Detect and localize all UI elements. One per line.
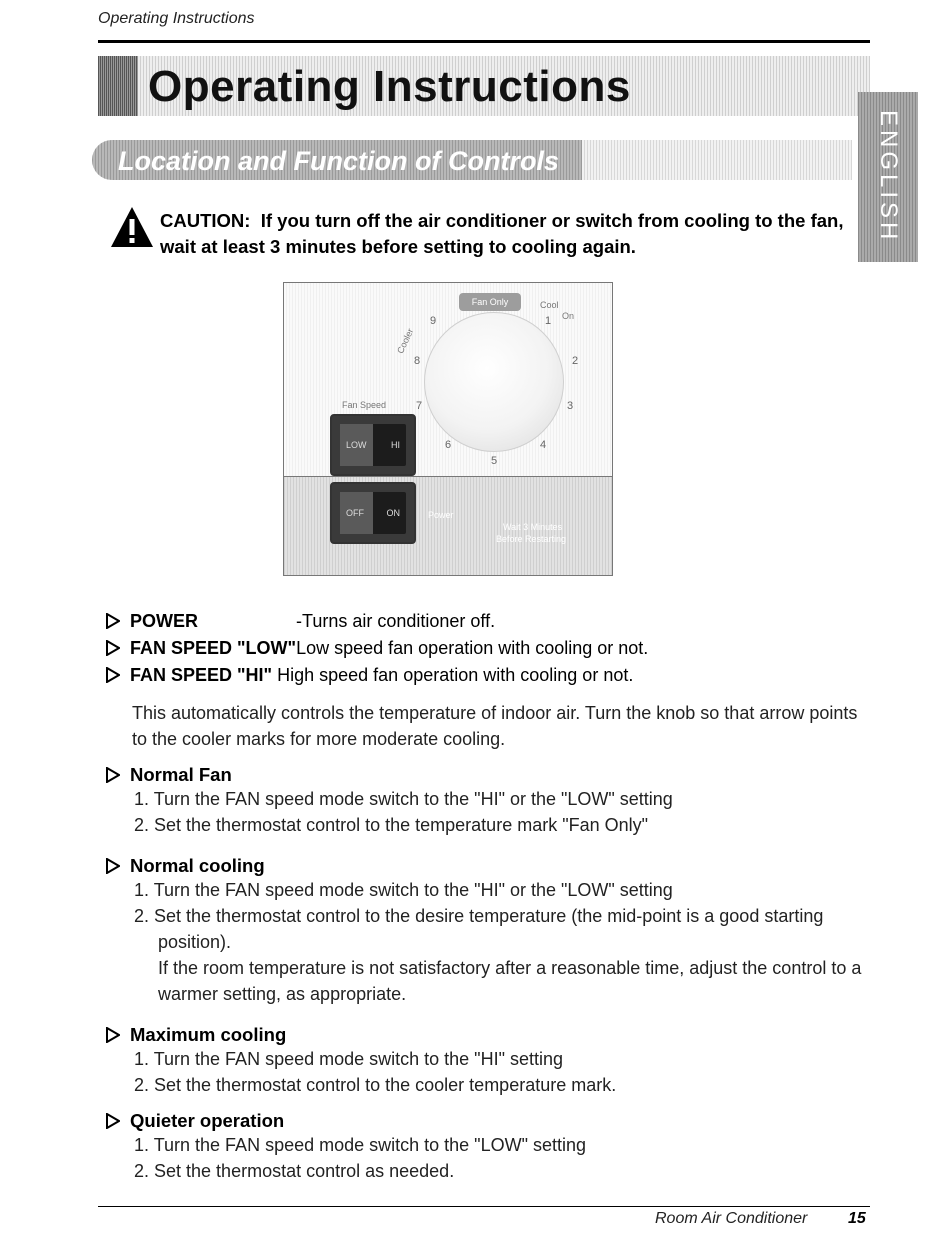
section-normal-cooling <box>106 855 866 1007</box>
triangle-bullet-icon <box>106 858 120 874</box>
triangle-bullet-icon <box>106 1027 120 1043</box>
step: 1. Turn the FAN speed mode switch to the "HI" setting <box>134 1049 563 1069</box>
fan-switch-low: LOW <box>346 440 367 450</box>
section-normal-fan <box>106 764 866 838</box>
footer-title: Room Air Conditioner <box>655 1210 808 1227</box>
controls-list <box>106 608 866 689</box>
caution-text <box>160 208 860 260</box>
section-heading: Normal cooling <box>130 855 265 876</box>
step-note: If the room temperature is not satisfactory after a reasonable time, adjust the control to a warmer setting, as appropriate. <box>158 958 862 1004</box>
section-heading: Maximum cooling <box>130 1024 287 1045</box>
dial-mark-9: 9 <box>430 315 437 327</box>
step: 1. Turn the FAN speed mode switch to the "HI" or the "LOW" setting <box>134 880 673 900</box>
control-item-fan-hi <box>106 662 866 689</box>
triangle-bullet-icon <box>106 767 120 783</box>
triangle-bullet-icon <box>106 613 120 629</box>
wait-note-line1: Wait 3 Minutes <box>503 522 563 532</box>
fan-only-badge: Fan Only <box>459 293 521 311</box>
page-number: 15 <box>848 1210 866 1227</box>
control-label: POWER <box>130 611 199 631</box>
language-tab-label: ENGLISH <box>875 110 902 244</box>
step: 2. Set the thermostat control to the desire temperature (the mid-point is a good starting position). <box>134 906 824 952</box>
cooler-label: Cooler <box>395 326 416 356</box>
section-quieter-operation <box>106 1110 866 1184</box>
dial-mark-5: 5 <box>491 455 498 467</box>
wait-note-line2: Before Restarting <box>496 534 567 544</box>
fan-speed-label: Fan Speed <box>342 400 387 410</box>
triangle-bullet-icon <box>106 667 120 683</box>
control-desc: High speed fan operation with cooling or not. <box>277 665 634 685</box>
cool-label: Cool <box>540 300 559 310</box>
dial-mark-8: 8 <box>414 355 421 367</box>
control-desc: Low speed fan operation with cooling or not. <box>296 638 649 658</box>
on-label: On <box>562 311 575 321</box>
triangle-bullet-icon <box>106 640 120 656</box>
step: 1. Turn the FAN speed mode switch to the "LOW" setting <box>134 1135 586 1155</box>
dial-mark-4: 4 <box>540 439 547 451</box>
control-item-power <box>106 608 866 635</box>
dial-mark-1: 1 <box>545 315 552 327</box>
caution-message: If you turn off the air conditioner or switch from cooling to the fan, wait at least 3 minutes before setting to cooling again. <box>160 210 844 257</box>
thermostat-note: This automatically controls the temperature of indoor air. Turn the knob so that arrow points to the cooler marks for more moderate cooling. <box>132 703 858 749</box>
thermostat-knob <box>424 312 564 452</box>
dial-mark-6: 6 <box>445 439 452 451</box>
power-switch-off: OFF <box>346 508 364 518</box>
section-maximum-cooling <box>106 1024 866 1098</box>
running-head: Operating Instructions <box>98 10 255 27</box>
control-label: FAN SPEED "HI" <box>130 665 273 685</box>
title-banner-accent <box>98 56 138 116</box>
dial-mark-7: 7 <box>416 400 423 412</box>
step: 2. Set the thermostat control as needed. <box>134 1161 455 1181</box>
footer-rule <box>98 1206 870 1207</box>
fan-speed-switch <box>330 414 416 476</box>
power-label: Power <box>428 510 454 520</box>
section-subtitle: Location and Function of Controls <box>118 146 559 176</box>
power-switch-on: ON <box>386 508 400 518</box>
section-heading: Quieter operation <box>130 1110 285 1131</box>
caution-label: CAUTION: <box>160 210 251 231</box>
page-title: Operating Instructions <box>148 62 631 111</box>
step: 2. Set the thermostat control to the temperature mark "Fan Only" <box>134 815 649 835</box>
fan-switch-hi: HI <box>391 440 400 450</box>
language-tab <box>858 92 918 262</box>
header-rule <box>98 40 870 43</box>
control-desc: -Turns air conditioner off. <box>296 611 496 631</box>
triangle-bullet-icon <box>106 1113 120 1129</box>
step: 2. Set the thermostat control to the cooler temperature mark. <box>134 1075 617 1095</box>
dial-mark-2: 2 <box>572 355 579 367</box>
warning-icon <box>110 206 154 248</box>
control-item-fan-low <box>106 635 866 662</box>
control-label: FAN SPEED "LOW" <box>130 638 297 658</box>
section-heading: Normal Fan <box>130 764 232 785</box>
power-switch <box>330 482 416 544</box>
dial-mark-3: 3 <box>567 400 574 412</box>
step: 1. Turn the FAN speed mode switch to the "HI" or the "LOW" setting <box>134 789 673 809</box>
